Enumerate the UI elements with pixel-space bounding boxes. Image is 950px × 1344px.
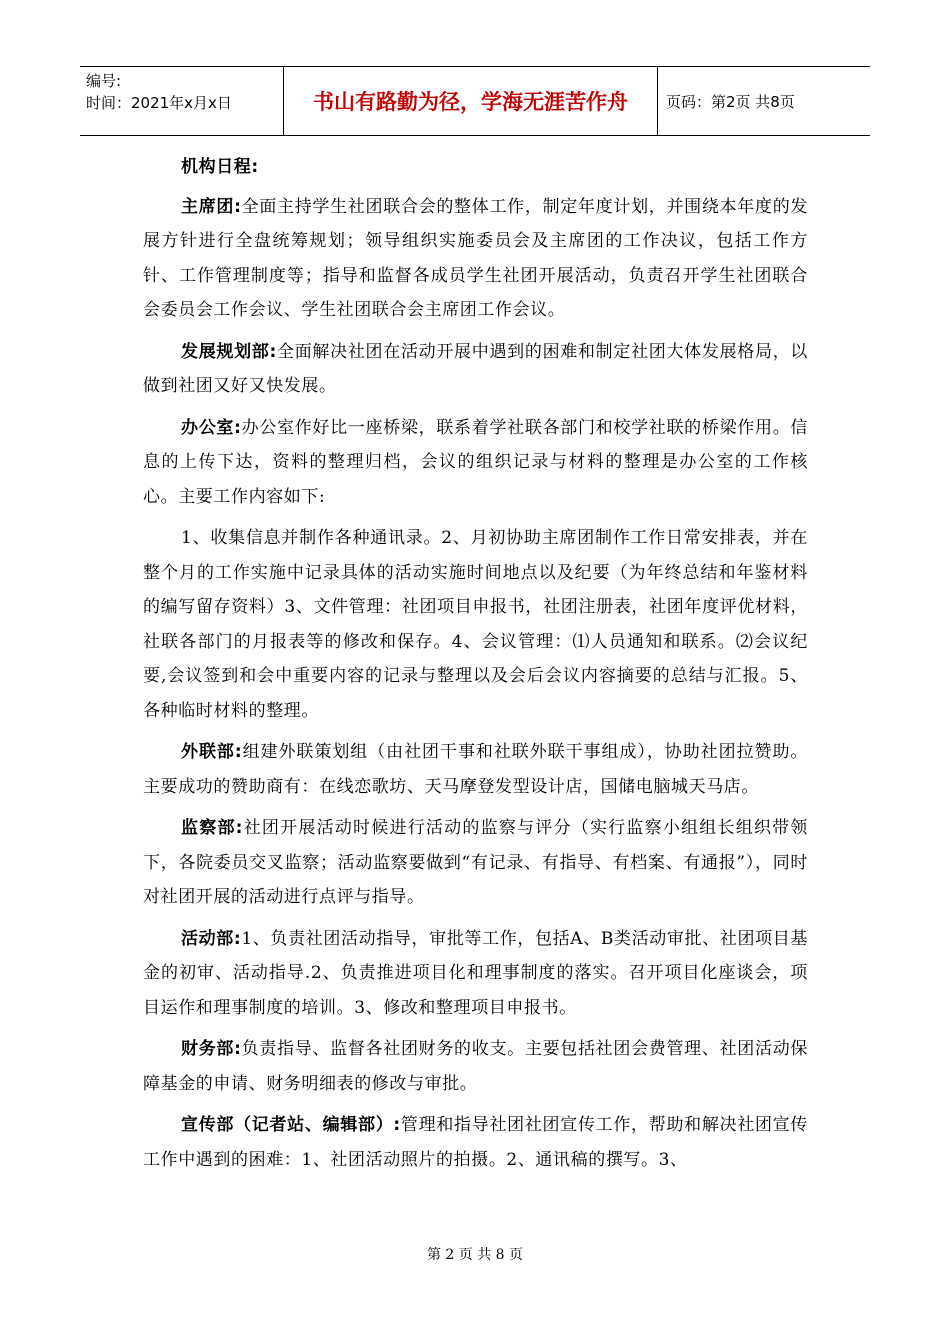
page-footer: 第 2 页 共 8 页 bbox=[426, 1247, 524, 1263]
page-header bbox=[80, 66, 870, 136]
section-label: 活动部: bbox=[181, 928, 242, 949]
number-label: 编号: bbox=[86, 72, 122, 90]
title-text: 机构日程: bbox=[181, 157, 259, 177]
section-development-planning bbox=[143, 335, 808, 404]
section-publicity bbox=[143, 1108, 808, 1177]
section-external-relations bbox=[143, 735, 808, 804]
page-info: 页码：第2页 共8页 bbox=[666, 92, 795, 111]
time-label: 时间：2021年x月x日 bbox=[86, 94, 232, 112]
section-text: 1、负责社团活动指导，审批等工作，包括A、B类活动审批、社团项目基金的初审、活动指导.2、负责推进项目化和理事制度的落实。召开项目化座谈会，项目运作和理事制度的培训。3、修改和整理项目申报书。 bbox=[143, 928, 808, 1018]
motto-text: 书山有路勤为径，学海无涯苦作舟 bbox=[313, 90, 628, 114]
section-text: 全面主持学生社团联合会的整体工作，制定年度计划，并围绕本年度的发展方针进行全盘统筹规划；领导组织实施委员会及主席团的工作决议，包括工作方针、工作管理制度等；指导和监督各成员学生社团开展活动，负责召开学生社团联合会委员会工作会议、学生社团联合会主席团工作会议。 bbox=[143, 196, 808, 320]
section-finance bbox=[143, 1032, 808, 1101]
header-meta-cell bbox=[80, 67, 284, 135]
section-activities bbox=[143, 922, 808, 1026]
section-label: 宣传部（记者站、编辑部）: bbox=[181, 1115, 401, 1135]
section-text: 1、收集信息并制作各种通讯录。2、月初协助主席团制作工作日常安排表，并在整个月的工作实施中记录具体的活动实施时间地点以及纪要（为年终总结和年鉴材料的编写留存资料）3、文件管理：社团项目申报书，社团注册表，社团年度评优材料，社联各部门的月报表等的修改和保存。4、会议管理：⑴人员通知和联系。⑵会议纪要,会议签到和会中重要内容的记录与整理以及会后会议内容摘要的总结与汇报。5、各种临时材料的整理。 bbox=[143, 528, 808, 721]
section-label: 财务部: bbox=[181, 1039, 242, 1059]
section-presidium bbox=[143, 190, 808, 328]
section-text: 管理和指导社团社团宣传工作，帮助和解决社团宣传工作中遇到的困难：1、社团活动照片的拍摄。2、通讯稿的撰写。3、 bbox=[143, 1115, 808, 1170]
section-text: 负责指导、监督各社团财务的收支。主要包括社团会费管理、社团活动保障基金的申请、财务明细表的修改与审批。 bbox=[143, 1039, 808, 1094]
header-motto-cell bbox=[284, 67, 658, 135]
section-label: 主席团: bbox=[181, 196, 242, 217]
section-text: 办公室作好比一座桥梁，联系着学社联各部门和校学社联的桥梁作用。信息的上传下达，资料的整理归档，会议的组织记录与材料的整理是办公室的工作核心。主要工作内容如下: bbox=[143, 417, 808, 507]
section-label: 发展规划部: bbox=[181, 341, 277, 362]
section-office bbox=[143, 411, 808, 515]
section-text: 全面解决社团在活动开展中遇到的困难和制定社团大体发展格局，以做到社团又好又快发展。 bbox=[143, 341, 809, 396]
section-supervision bbox=[143, 811, 808, 915]
section-label: 监察部: bbox=[181, 818, 244, 838]
header-page-cell bbox=[658, 67, 870, 135]
section-title bbox=[143, 150, 808, 185]
section-label: 办公室: bbox=[181, 417, 242, 438]
section-label: 外联部: bbox=[181, 742, 243, 762]
section-text: 社团开展活动时候进行活动的监察与评分（实行监察小组组长组织带领下，各院委员交叉监察；活动监察要做到“有记录、有指导、有档案、有通报”），同时对社团开展的活动进行点评与指导。 bbox=[143, 818, 808, 907]
section-office-duties bbox=[143, 521, 808, 728]
section-text: 组建外联策划组（由社团干事和社联外联干事组成），协助社团拉赞助。主要成功的赞助商有：在线恋歌坊、天马摩登发型设计店，国储电脑城天马店。 bbox=[143, 742, 809, 797]
document-body bbox=[143, 150, 808, 1184]
